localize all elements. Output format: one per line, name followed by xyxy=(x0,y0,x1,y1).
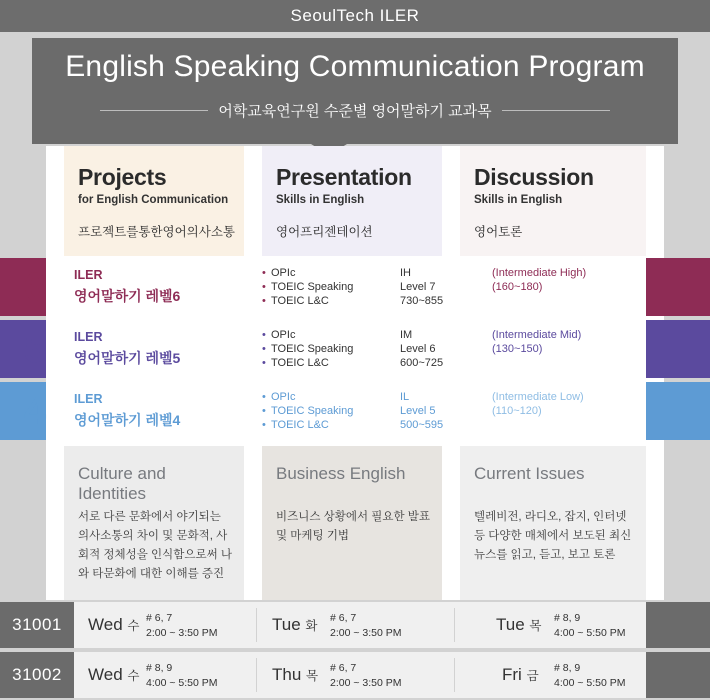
schedule-cell xyxy=(256,652,454,698)
bullet-icon: • xyxy=(262,405,266,417)
schedule-day-kor: 수 xyxy=(127,669,140,683)
schedule-day-kor: 수 xyxy=(127,619,140,633)
schedule-time: 4:00 ~ 5:50 PM xyxy=(554,677,626,689)
schedule-tail-cap xyxy=(646,652,710,698)
schedule-cell xyxy=(454,652,646,698)
schedule-cell xyxy=(74,602,256,648)
schedule-day-kor: 화 xyxy=(305,619,318,633)
bullet-icon: • xyxy=(262,267,266,279)
schedule-row-31002 xyxy=(0,652,710,698)
page-subtitle: 어학교육연구원 수준별 영어말하기 교과목 xyxy=(218,102,492,120)
rule-right xyxy=(502,110,610,111)
description-title: Culture and Identities xyxy=(78,464,166,503)
schedule-band xyxy=(74,652,646,698)
range-value: (160~180) xyxy=(492,281,543,293)
schedule-cell xyxy=(74,652,256,698)
subtitle-row xyxy=(32,100,678,120)
schedule-time: 2:00 ~ 3:50 PM xyxy=(330,677,402,689)
test-name: OPIc xyxy=(271,391,296,403)
level-score-list xyxy=(400,328,443,370)
range-value: (Intermediate Mid) xyxy=(492,329,582,341)
bullet-icon: • xyxy=(262,329,266,341)
schedule-day: Wed xyxy=(88,615,123,634)
score-value: Level 7 xyxy=(400,281,436,293)
schedule-cell xyxy=(256,602,454,648)
test-name: TOEIC Speaking xyxy=(271,405,354,417)
level-range-list xyxy=(492,266,586,294)
level-test-list xyxy=(262,390,353,432)
schedule-day: Thu xyxy=(272,665,302,684)
course-korean-name: 영어프리젠테이션 xyxy=(276,225,373,239)
test-name: TOEIC Speaking xyxy=(271,281,354,293)
test-name: TOEIC L&C xyxy=(271,357,329,369)
schedule-time: 2:00 ~ 3:50 PM xyxy=(146,627,218,639)
schedule-code: 31001 xyxy=(0,602,74,648)
schedule-periods: # 8, 9 xyxy=(554,612,581,624)
description-text: 텔레비전, 라디오, 잡지, 인터넷 등 다양한 매체에서 보도된 최신 뉴스를 읽고, 듣고, 보고 토론 xyxy=(474,511,632,561)
schedule-code: 31002 xyxy=(0,652,74,698)
schedule-time: 4:00 ~ 5:50 PM xyxy=(554,627,626,639)
schedule-time: 4:00 ~ 5:50 PM xyxy=(146,677,218,689)
schedule-day-kor: 금 xyxy=(526,669,539,683)
description-title: Current Issues xyxy=(474,464,585,483)
description-current-issues xyxy=(460,446,646,600)
score-value: IL xyxy=(400,391,410,403)
test-name: TOEIC L&C xyxy=(271,295,329,307)
header-banner xyxy=(32,38,678,144)
test-name: TOEIC L&C xyxy=(271,419,329,431)
level-label: ILER xyxy=(74,330,103,344)
range-value: (110~120) xyxy=(492,405,542,417)
schedule-periods: # 8, 9 xyxy=(146,662,173,674)
level-row-4 xyxy=(0,382,710,440)
range-value: (130~150) xyxy=(492,343,543,355)
schedule-time: 2:00 ~ 3:50 PM xyxy=(330,627,402,639)
schedule-tail-cap xyxy=(646,602,710,648)
course-title: Presentation xyxy=(276,164,412,190)
brand-title: SeoulTech ILER xyxy=(290,6,420,25)
level-korean-label: 영어말하기 레벨6 xyxy=(74,288,181,304)
level-right-cap xyxy=(646,382,710,440)
schedule-day: Tue xyxy=(496,615,525,634)
schedule-cell xyxy=(454,602,646,648)
level-korean-label: 영어말하기 레벨5 xyxy=(74,350,181,366)
schedule-band xyxy=(74,602,646,648)
level-score-list xyxy=(400,390,443,432)
score-value: IH xyxy=(400,267,411,279)
schedule-periods: # 6, 7 xyxy=(330,662,357,674)
schedule-day: Tue xyxy=(272,615,301,634)
level-range-list xyxy=(492,390,584,418)
level-range-list xyxy=(492,328,581,356)
bullet-icon: • xyxy=(262,295,266,307)
schedule-day-kor: 목 xyxy=(529,619,542,633)
course-column-presentation xyxy=(262,146,442,256)
level-test-list xyxy=(262,266,353,308)
description-title: Business English xyxy=(276,464,406,483)
test-name: OPIc xyxy=(271,267,296,279)
rule-left xyxy=(100,110,208,111)
description-culture xyxy=(64,446,244,600)
score-value: 500~595 xyxy=(400,419,444,431)
level-label: ILER xyxy=(74,268,103,282)
description-text: 서로 다른 문화에서 야기되는 의사소통의 차이 및 문화적, 사회적 정체성을 인식함으로써 나와 타문화에 대한 이해를 증진 xyxy=(78,511,233,580)
schedule-day: Fri xyxy=(502,665,522,684)
bullet-icon: • xyxy=(262,281,266,293)
schedule-day-kor: 목 xyxy=(306,669,319,683)
score-value: 730~855 xyxy=(400,295,444,307)
course-korean-name: 영어토론 xyxy=(474,225,523,239)
level-score-list xyxy=(400,266,443,308)
course-columns xyxy=(46,146,664,256)
level-test-list xyxy=(262,328,353,370)
level-right-cap xyxy=(646,320,710,378)
course-column-discussion xyxy=(460,146,646,256)
range-value: (Intermediate Low) xyxy=(492,391,584,403)
score-value: Level 6 xyxy=(400,343,436,355)
page-title: English Speaking Communication Program xyxy=(65,50,645,83)
course-korean-name: 프로젝트를통한영어의사소통 xyxy=(78,225,235,239)
description-text: 비즈니스 상황에서 필요한 발표 및 마케팅 기법 xyxy=(276,511,431,542)
level-row-6 xyxy=(0,258,710,316)
bullet-icon: • xyxy=(262,343,266,355)
range-value: (Intermediate High) xyxy=(492,267,587,279)
schedule-periods: # 6, 7 xyxy=(330,612,357,624)
description-business xyxy=(262,446,442,600)
bullet-icon: • xyxy=(262,419,266,431)
course-title: Discussion xyxy=(474,164,594,190)
course-subtitle: for English Communication xyxy=(78,194,229,206)
schedule-day: Wed xyxy=(88,665,123,684)
score-value: Level 5 xyxy=(400,405,436,417)
schedule-periods: # 8, 9 xyxy=(554,662,581,674)
bullet-icon: • xyxy=(262,357,266,369)
level-number: 5 xyxy=(24,327,47,371)
course-title: Projects xyxy=(78,164,167,190)
schedule-row-31001 xyxy=(0,602,710,648)
level-korean-label: 영어말하기 레벨4 xyxy=(74,412,181,428)
score-value: IM xyxy=(400,329,413,341)
description-columns xyxy=(46,446,664,600)
level-label: ILER xyxy=(74,392,103,406)
course-subtitle: Skills in English xyxy=(474,194,563,206)
course-subtitle: Skills in English xyxy=(276,194,365,206)
level-right-cap xyxy=(646,258,710,316)
test-name: TOEIC Speaking xyxy=(271,343,354,355)
level-row-5 xyxy=(0,320,710,378)
level-number: 6 xyxy=(24,265,47,309)
level-number: 4 xyxy=(24,389,47,433)
course-column-projects xyxy=(64,146,244,256)
schedule-periods: # 6, 7 xyxy=(146,612,173,624)
top-brand-bar xyxy=(0,0,710,32)
test-name: OPIc xyxy=(271,329,296,341)
bullet-icon: • xyxy=(262,391,266,403)
score-value: 600~725 xyxy=(400,357,444,369)
